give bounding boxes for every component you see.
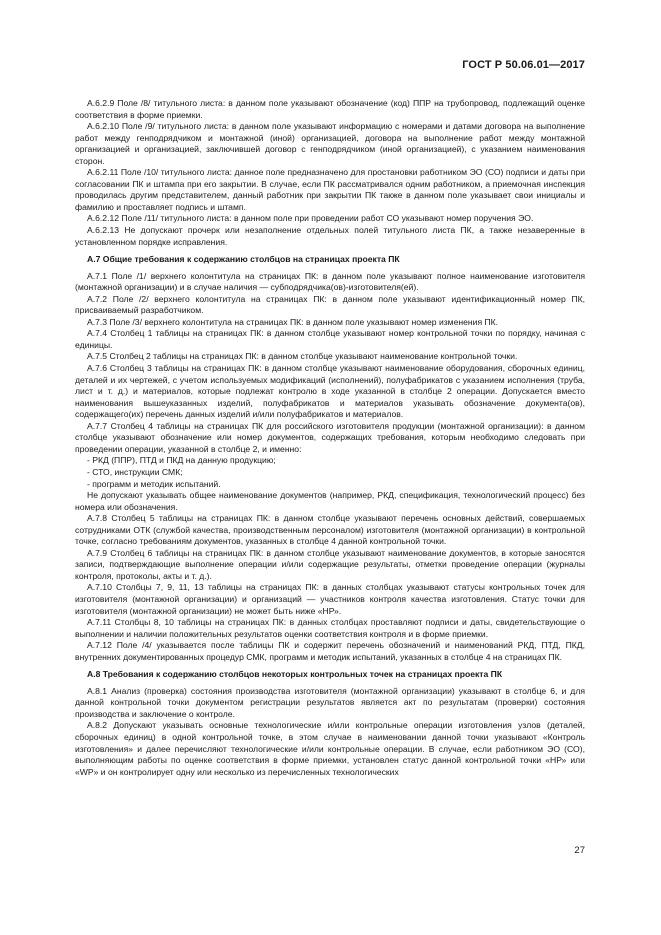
paragraph: А.6.2.11 Поле /10/ титульного листа: данное поле предназначено для простановки работником ЭО (СО) подписи и даты при согласовании ПК и штампа при его закрытии. В случае, если ПК рассматривался одним работником, а приемочная инспекция проводилась другим представителем, данный работник при закрытии ПК также в данном поле указывает свои инициалы и фамилию и проставляет подпись и штамп. <box>75 167 585 212</box>
paragraph: А.8.2 Допускают указывать основные технологические и/или контрольные операции изготовления узлов (деталей, сборочных единиц) в одной контрольной точке, в этом случае в наименовании данной точки указывают «Контроль изготовления» и далее перечисляют технологические и/или контрольные операции. В случае, если работником ЭО (СО), выполняющим работы по оценке соответствия в форме приемки, установлен статус данной контрольной точки «НР» или «WP» и он контролирует одну или несколько из перечисленных технологических <box>75 720 585 777</box>
paragraph: Не допускают указывать общее наименование документов (например, РКД, спецификация, технологический процесс) без номера или обозначения. <box>75 490 585 512</box>
paragraph: А.7.8 Столбец 5 таблицы на страницах ПК: в данном столбце указывают перечень основных действий, совершаемых сотрудниками ОТК (службой качества, производственным персоналом) изготовителя (монтажной организации) в контрольной точке, согласно требованиям документов, указанных в столбце 4 данной контрольной точки. <box>75 513 585 547</box>
paragraph: А.6.2.9 Поле /8/ титульного листа: в данном поле указывают обозначение (код) ППР на трубопровод, подлежащий оценке соответствия в форме приемки. <box>75 98 585 120</box>
paragraph: А.6.2.13 Не допускают прочерк или незаполнение отдельных полей титульного листа ПК, а также незаверенные в установленном порядке исправления. <box>75 225 585 247</box>
paragraph: А.7.4 Столбец 1 таблицы на страницах ПК: в данном столбце указывают номер контрольной точки по порядку, начиная с единицы. <box>75 328 585 350</box>
list-item: - СТО, инструкции СМК; <box>87 466 183 477</box>
document-body <box>75 98 585 778</box>
paragraph: А.8.1 Анализ (проверка) состояния производства изготовителя (монтажной организации) указывают в столбце 6, и для данной контрольной точки документом регистрации результатов является акт по результатам (проверки) состояния производства и заключение о контроле. <box>75 685 585 719</box>
paragraph: А.7.12 Поле /4/ указывается после таблицы ПК и содержит перечень обозначений и наименований РКД, ПТД, ПКД, внутренних документированных процедур СМК, программ и методик испытаний, указанных в столбце 4 на страницах ПК. <box>75 640 585 662</box>
list-item: - программ и методик испытаний. <box>87 478 221 489</box>
paragraph: А.7.2 Поле /2/ верхнего колонтитула на страницах ПК: в данном поле указывают идентификационный номер ПК, присваиваемый разработчиком. <box>75 293 585 316</box>
section-heading: А.8 Требования к содержанию столбцов некоторых контрольных точек на страницах проекта ПК <box>87 669 503 680</box>
section-heading: А.7 Общие требования к содержанию столбцов на страницах проекта ПК <box>87 254 400 265</box>
page-number: 27 <box>574 845 585 856</box>
paragraph: А.7.5 Столбец 2 таблицы на страницах ПК: в данном столбце указывают наименование контрольной точки. <box>87 351 518 362</box>
paragraph: А.7.6 Столбец 3 таблицы на страницах ПК: в данном столбце указывают наименование оборудования, сборочных единиц, деталей и их чертежей, с учетом используемых модификаций (исполнений), полуфабрикатов с указанием исполнения (труба, лист и т. д.) и материалов, которые подлежат контролю в ходе указанной в столбце 2 операции. Допускается вместо наименования вышеуказанных изделий, полуфабрикатов и материалов указывать обозначение документа(ов), содержащего(их) перечень данных изделий и/или полуфабрикатов и материалов. <box>75 363 585 420</box>
paragraph: А.7.9 Столбец 6 таблицы на страницах ПК: в данном столбце указывают наименование документов, в которые заносятся записи, подтверждающие выполнение операции и/или содержащие результаты, отметки проведение операции (журналы контроля, протоколы, акты и т. д.). <box>75 547 585 581</box>
paragraph: А.7.10 Столбцы 7, 9, 11, 13 таблицы на страницах ПК: в данных столбцах указывают статусы контрольных точек для изготовителя (монтажной организации) и организаций — участников контроля качества изготовления. Статус точки для изготовителя (монтажной организации) не может быть ниже «НР». <box>75 582 585 616</box>
paragraph: А.6.2.12 Поле /11/ титульного листа: в данном поле при проведении работ СО указывают номер поручения ЭО. <box>87 213 534 224</box>
paragraph: А.7.11 Столбцы 8, 10 таблицы на страницах ПК: в данных столбцах проставляют подписи и даты, свидетельствующие о выполнении и наличии положительных результатов оценки соответствия контроля и в форме приемки. <box>75 617 585 639</box>
list-item: - РКД (ППР), ПТД и ПКД на данную продукцию; <box>87 455 276 466</box>
paragraph: А.7.1 Поле /1/ верхнего колонтитула на страницах ПК: в данном поле указывают полное наименование изготовителя (монтажной организации) и в случае наличия — субподрядчика(ов)-изготовителя(ей). <box>75 270 585 293</box>
document-code-header: ГОСТ Р 50.06.01—2017 <box>462 59 585 71</box>
paragraph: А.7.7 Столбец 4 таблицы на страницах ПК для российского изготовителя продукции (монтажной организации): в данном столбце указывают обозначение или номер документов, содержащих требования, которым необходимо следовать при проведении операции, указанной в столбце 2, и именно: <box>75 420 585 454</box>
paragraph: А.6.2.10 Поле /9/ титульного листа: в данном поле указывают информацию с номерами и датами договора на выполнение работ между генподрядчиком и монтажной (иной) организацией, договора на выполнение работ между монтажной организацией и организацией, заключившей договор с генподрядчиком (иной организацией), с указанием наименования сторон. <box>75 121 585 166</box>
paragraph: А.7.3 Поле /3/ верхнего колонтитула на страницах ПК: в данном поле указывают номер изменения ПК. <box>87 316 499 327</box>
